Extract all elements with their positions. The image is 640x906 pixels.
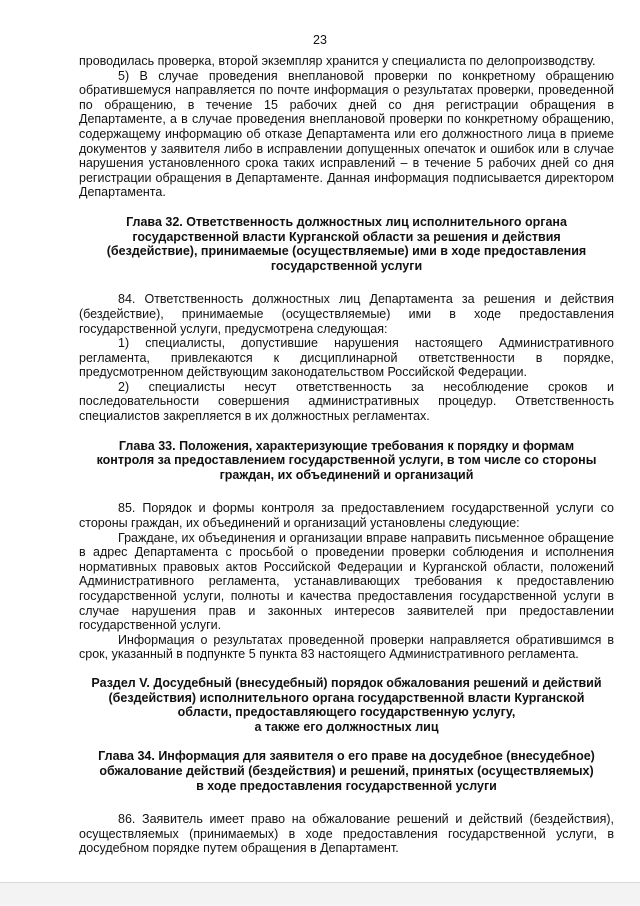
paragraph-85-citizens: Граждане, их объединения и организации вправе направить письменное обращение в адрес Департамента с просьбой о проведении проверки соблюдения и исполнения нормативных правовых актов Российской Федерации и Курганской области, положений Административного регламента, устанавливающих требования к предоставлению государственной услуги, полноты и качества предоставления государственной услуги в случае нарушения прав и законных интересов заявителей при предоставлении государственной услуги. — [79, 530, 614, 633]
chapter-33-heading — [79, 439, 614, 483]
section-v-heading-line: а также его должностных лиц — [254, 719, 439, 734]
chapter-33-heading-line: контроля за предоставлением государственной услуги, в том числе со стороны — [96, 453, 597, 468]
section-v-heading-line: (бездействия) исполнительного органа государственной власти Курганской — [108, 690, 585, 705]
chapter-33-heading-line: граждан, их объединений и организаций — [219, 467, 474, 482]
document-body — [79, 54, 614, 856]
chapter-32-heading — [79, 215, 614, 273]
paragraph-item-5: 5) В случае проведения внеплановой проверки по конкретному обращению обратившемуся направляется по почте информация о результатах проверки, проведенной по обращению, в течение 15 рабочих дней со дня регистрации обращения в Департаменте, а в случае проведения внеплановой проверки по конкретному обращению, содержащему информацию об отказе Департамента или его должностного лица в приеме документов у заявителя либо в исправлении допущенных опечаток и ошибок или в случае нарушения установленного срока таких исправлений – в течение 5 рабочих дней со дня регистрации обращения в Департаменте. Данная информация подписывается директором Департамента. — [79, 68, 614, 200]
chapter-32-heading-line: государственной услуги — [270, 258, 423, 273]
paragraph-84-item-1: 1) специалисты, допустившие нарушения настоящего Административного регламента, привлекаются к дисциплинарной ответственности в порядке, предусмотренном действующим законодательством Российской Федерации. — [79, 336, 614, 380]
section-v-heading-line: области, предоставляющего государственную услугу, — [177, 705, 516, 720]
paragraph-continued: проводилась проверка, второй экземпляр хранится у специалиста по делопроизводству. — [79, 54, 596, 68]
paragraph-85: 85. Порядок и формы контроля за предоставлением государственной услуги со стороны граждан, их объединений и организаций установлены следующие: — [79, 501, 614, 531]
paragraph-84: 84. Ответственность должностных лиц Департамента за решения и действия (бездействие), принимаемые (осуществляемые) ими в ходе предоставления государственной услуги, предусмотрена следующая: — [79, 292, 614, 336]
section-v-heading-line: Раздел V. Досудебный (внесудебный) порядок обжалования решений и действий — [91, 675, 602, 690]
paragraph-86: 86. Заявитель имеет право на обжалование решений и действий (бездействия), осуществляемых (принимаемых) в ходе предоставления государственной услуги, в досудебном порядке путем обращения в Департамент. — [79, 812, 614, 856]
paragraph-84-item-2: 2) специалисты несут ответственность за несоблюдение сроков и последовательности совершения административных процедур. Ответственность специалистов закрепляется в их должностных регламентах. — [79, 379, 614, 424]
chapter-34-heading-line: Глава 34. Информация для заявителя о его праве на досудебное (внесудебное) — [98, 749, 595, 764]
chapter-34-heading-line: обжалование действий (бездействия) и решений, принятых (осуществляемых) — [99, 763, 594, 778]
chapter-34-heading-line: в ходе предоставления государственной услуги — [196, 778, 497, 793]
chapter-33-heading-line: Глава 33. Положения, характеризующие требования к порядку и формам — [118, 438, 575, 453]
chapter-34-heading — [79, 749, 614, 793]
section-v-heading — [79, 676, 614, 734]
chapter-32-heading-line: Глава 32. Ответственность должностных лиц исполнительного органа — [126, 214, 567, 229]
chapter-32-heading-line: (бездействие), принимаемые (осуществляемые) ими в ходе предоставления — [106, 244, 587, 259]
paragraph-85-results: Информация о результатах проведенной проверки направляется обратившимся в срок, указанный в подпункте 5 пункта 83 настоящего Административного регламента. — [79, 632, 614, 662]
scan-bottom-edge — [0, 882, 640, 906]
chapter-32-heading-line: государственной власти Курганской области за решения и действия — [132, 229, 561, 244]
page-number: 23 — [313, 33, 327, 47]
